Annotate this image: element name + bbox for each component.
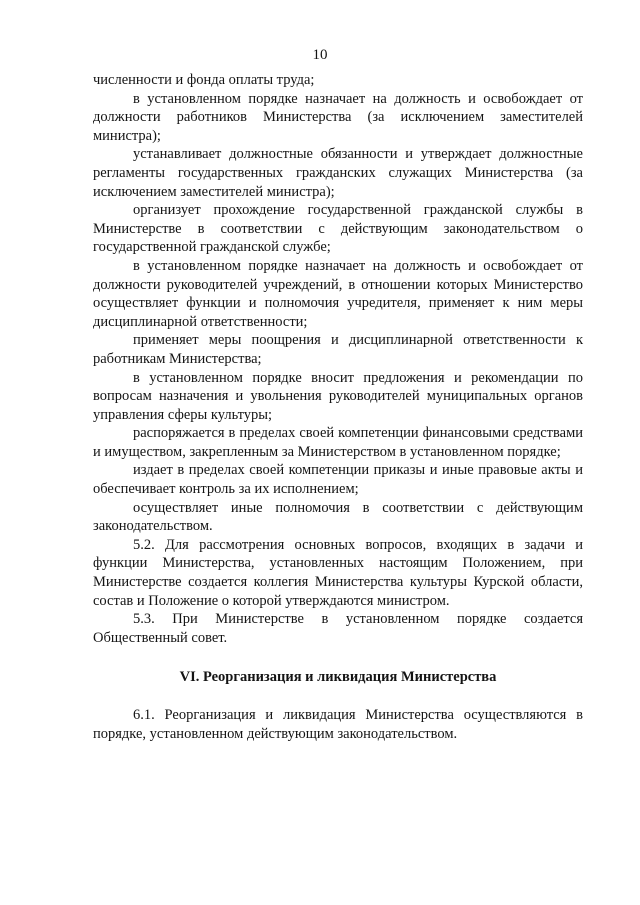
- document-body: [93, 71, 583, 743]
- paragraph-job-regulations: устанавливает должностные обязанности и утверждает должностные регламенты государственных гражданских служащих Министерства (за исключением заместителей министра);: [93, 146, 583, 200]
- paragraph-orders: издает в пределах своей компетенции приказы и иные правовые акты и обеспечивает контроль за их исполнением;: [93, 462, 583, 498]
- paragraph-finances: распоряжается в пределах своей компетенции финансовыми средствами и имуществом, закрепленным за Министерством в установленном порядке;: [93, 425, 583, 460]
- paragraph-5-2: 5.2. Для рассмотрения основных вопросов, входящих в задачи и функции Министерства, установленных настоящим Положением, при Министерстве создается коллегия Министерства культуры Курской области, состав и Положение о которой утверждаются министром.: [93, 536, 583, 609]
- paragraph-incentives: применяет меры поощрения и дисциплинарной ответственности к работникам Министерства;: [93, 332, 583, 367]
- section-heading: VI. Реорганизация и ликвидация Министерства: [179, 669, 497, 686]
- paragraph-civil-service: организует прохождение государственной гражданской службы в Министерстве в соответствии с действующим законодательством о государственной гражданской службе;: [93, 202, 583, 256]
- paragraph-5-3: 5.3. При Министерстве в установленном порядке создается Общественный совет.: [93, 611, 583, 646]
- paragraph-appoint-heads: в установленном порядке назначает на должность и освобождает от должности руководителей учреждений, в отношении которых Министерство осуществляет функции и полномочия учредителя, применяет к ним меры дисциплинарной ответственности;: [93, 257, 583, 330]
- paragraph-proposals: в установленном порядке вносит предложения и рекомендации по вопросам назначения и увольнения руководителей муниципальных органов управления сферы культуры;: [93, 369, 583, 423]
- paragraph-other-powers: осуществляет иные полномочия в соответствии с действующим законодательством.: [93, 499, 583, 535]
- paragraph-appoint-employees: в установленном порядке назначает на должность и освобождает от должности работников Министерства (за исключением заместителей министра);: [93, 90, 583, 144]
- paragraph-continuation: численности и фонда оплаты труда;: [93, 72, 315, 88]
- paragraph-6-1: 6.1. Реорганизация и ликвидация Министерства осуществляются в порядке, установленном действующим законодательством.: [93, 707, 583, 742]
- page-number: 10: [312, 47, 328, 63]
